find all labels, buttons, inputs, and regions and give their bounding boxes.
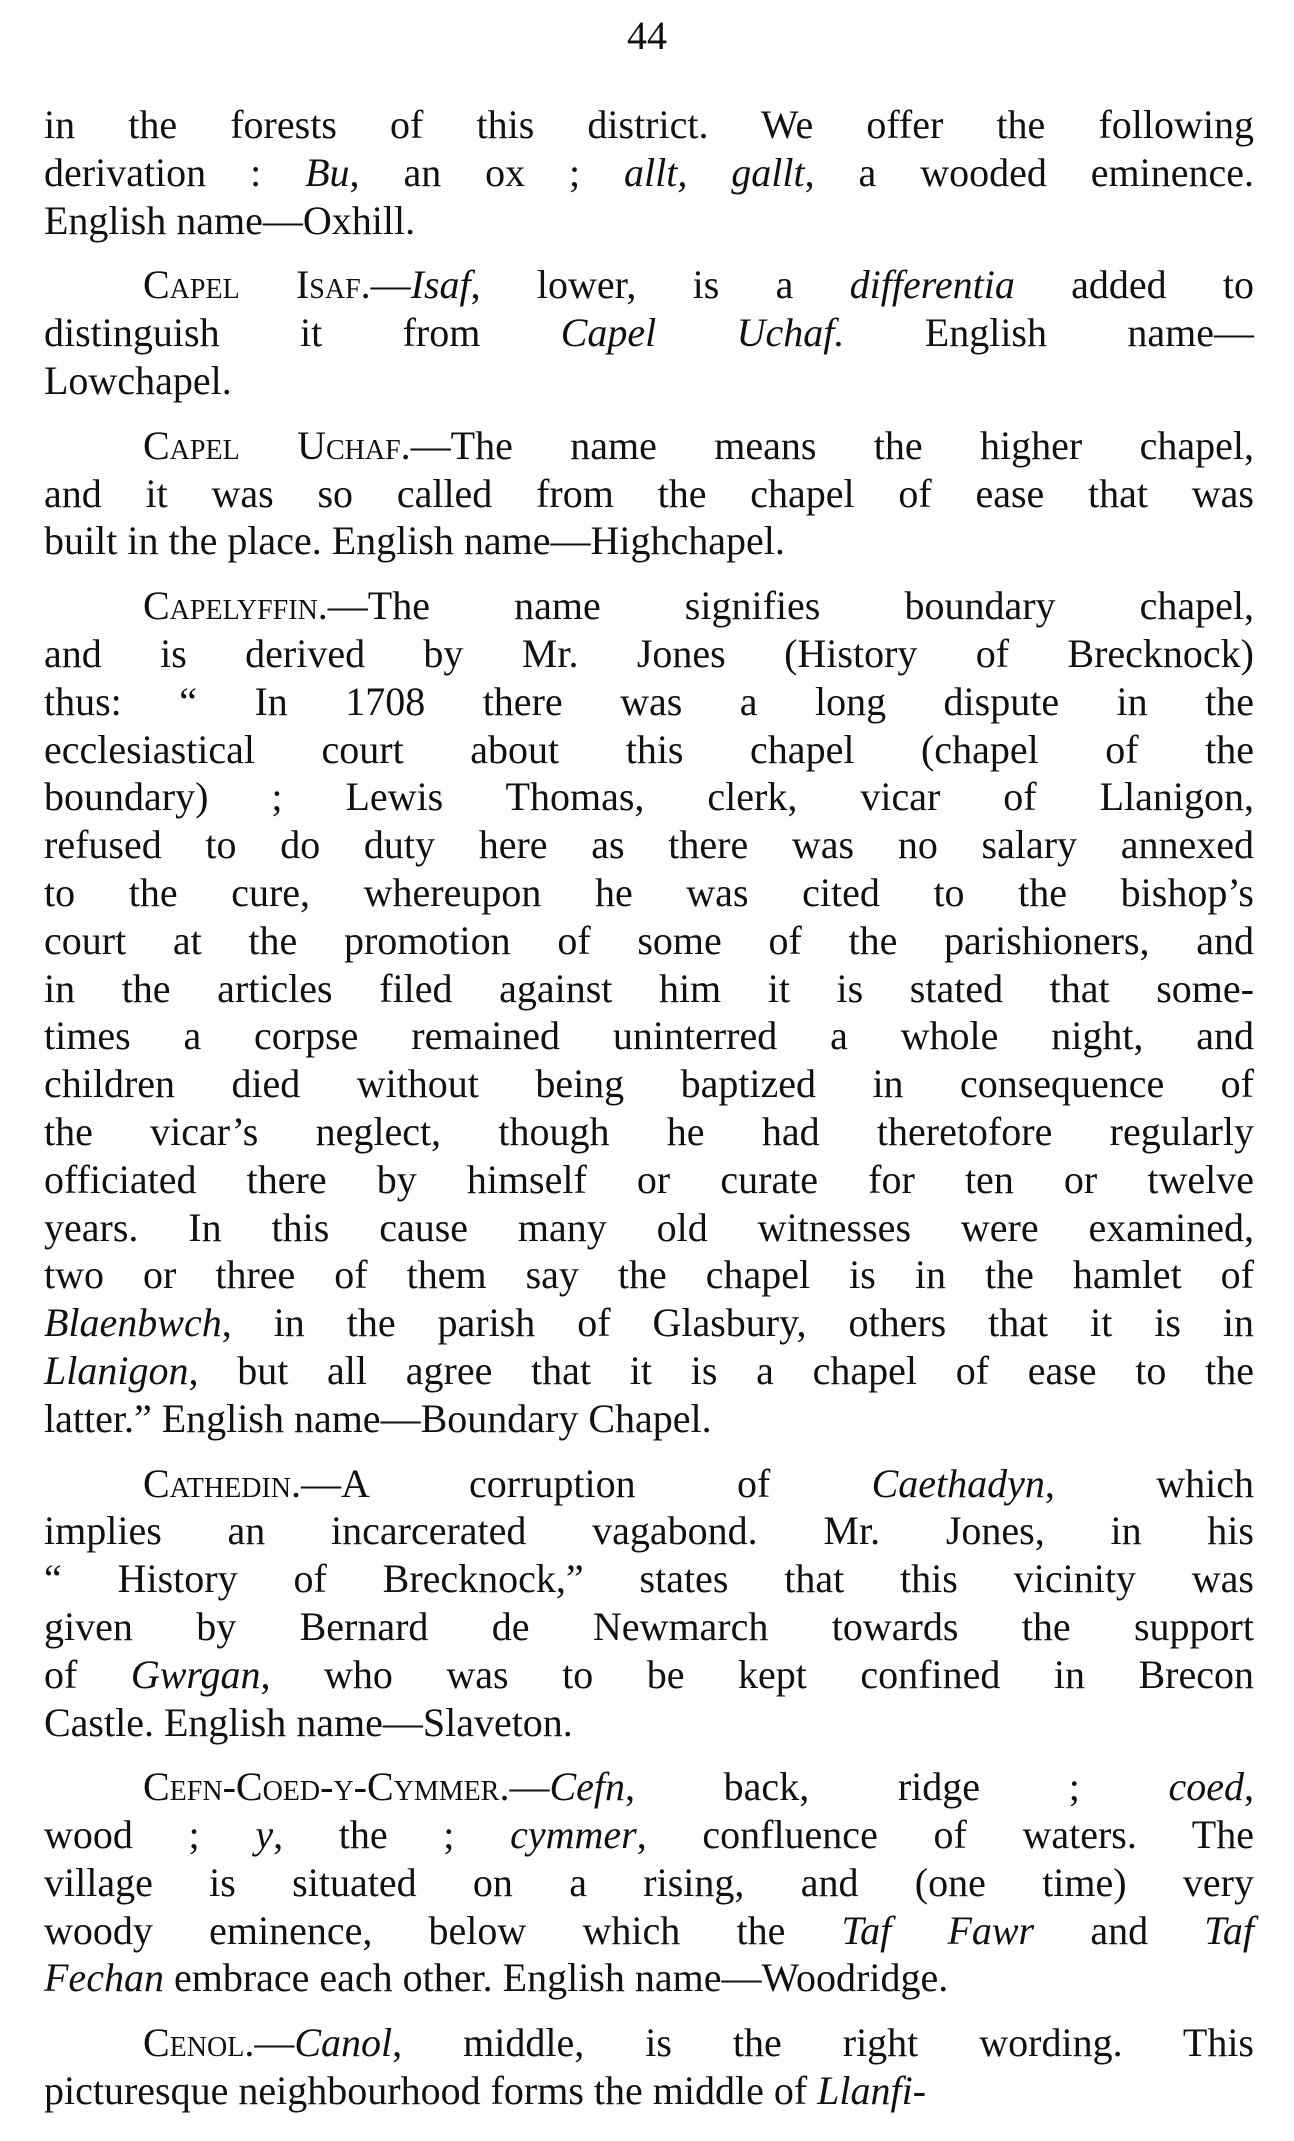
paragraph <box>44 1460 1254 1747</box>
italic-term: Blaenbwch <box>44 1300 222 1346</box>
text-line <box>44 869 1254 917</box>
text-line <box>44 630 1254 678</box>
text-line <box>44 917 1254 965</box>
text-line <box>44 1699 1254 1747</box>
text-segment: derivation : <box>44 149 306 195</box>
italic-term: Fechan <box>44 1955 164 2001</box>
text-line <box>44 1156 1254 1204</box>
text-line <box>44 2019 1254 2067</box>
text-segment: wood ; <box>44 1812 256 1858</box>
text-segment: , middle, is the right wording. This <box>392 2020 1254 2066</box>
italic-term: Cefn <box>549 1764 626 1810</box>
text-line <box>44 1299 1254 1347</box>
text-segment: English name—Oxhill. <box>44 197 416 243</box>
italic-term: Gwrgan <box>130 1651 261 1697</box>
text-segment: —The name signifies boundary chapel, <box>327 583 1254 629</box>
text-segment: Lowchapel. <box>44 357 232 403</box>
text-line <box>44 2067 1254 2115</box>
text-line <box>44 1251 1254 1299</box>
text-line <box>44 357 1254 405</box>
text-segment: —The name means the higher chapel, <box>410 422 1254 468</box>
text-line <box>44 1012 1254 1060</box>
text-segment: implies an incarcerated vagabond. Mr. Jones, in his <box>44 1508 1254 1554</box>
text-line <box>44 149 1254 197</box>
paragraph <box>44 582 1254 1442</box>
text-segment: , a wooded eminence. <box>804 149 1255 195</box>
italic-term: Isaf <box>410 262 471 308</box>
text-segment: —A corruption of <box>301 1460 872 1506</box>
paragraph <box>44 422 1254 565</box>
text-segment: , <box>1244 1764 1254 1810</box>
text-segment: , who was to be kept confined in Brecon <box>260 1651 1255 1697</box>
italic-term: allt, gallt <box>624 149 805 195</box>
paragraph <box>44 2019 1254 2115</box>
text-segment: , lower, is a <box>470 262 850 308</box>
entry-headword: Cenol. <box>143 2020 255 2066</box>
text-segment: , but all agree that it is a chapel of ease to the <box>188 1347 1254 1393</box>
text-segment: , back, ridge ; <box>625 1764 1169 1810</box>
text-segment: , confluence of waters. The <box>636 1812 1254 1858</box>
text-line <box>44 1811 1254 1859</box>
text-segment: , an ox ; <box>349 149 625 195</box>
text-segment: — <box>370 262 411 308</box>
text-segment: in the articles filed against him it is stated that some- <box>44 965 1254 1011</box>
text-segment: two or three of them say the chapel is in the hamlet of <box>44 1252 1254 1298</box>
text-segment: latter.” English name—Boundary Chapel. <box>44 1395 712 1441</box>
text-segment: officiated there by himself or curate for ten or twelve <box>44 1156 1254 1202</box>
text-segment: — <box>254 2020 295 2066</box>
text-segment: children died without being baptized in consequence of <box>44 1061 1254 1107</box>
text-line <box>44 1060 1254 1108</box>
text-line <box>44 1603 1254 1651</box>
italic-term: Bu <box>305 149 350 195</box>
text-segment: the vicar’s neglect, though he had theretofore regularly <box>44 1108 1254 1154</box>
text-segment: added to <box>1014 262 1255 308</box>
text-line <box>44 1204 1254 1252</box>
text-segment: , which <box>1044 1460 1254 1506</box>
text-segment: times a corpse remained uninterred a whole night, and <box>44 1013 1254 1059</box>
text-line <box>44 422 1254 470</box>
text-line <box>44 678 1254 726</box>
italic-term: Caethadyn <box>871 1460 1045 1506</box>
text-line <box>44 1395 1254 1443</box>
text-line <box>44 773 1254 821</box>
italic-term: differentia <box>849 262 1015 308</box>
text-segment: “ History of Brecknock,” states that this vicinity was <box>44 1556 1254 1602</box>
text-segment: English name— <box>844 310 1254 356</box>
text-line <box>44 965 1254 1013</box>
text-line <box>44 1651 1254 1699</box>
text-line <box>44 517 1254 565</box>
italic-term: coed <box>1168 1764 1244 1810</box>
text-segment: , in the parish of Glasbury, others that it is in <box>221 1300 1254 1346</box>
italic-term: Taf Fawr <box>841 1907 1035 1953</box>
entry-headword: Cefn-Coed-y-Cymmer. <box>143 1764 510 1810</box>
text-line <box>44 309 1254 357</box>
paragraph <box>44 261 1254 404</box>
text-segment: refused to do duty here as there was no salary annexed <box>44 822 1254 868</box>
text-segment: boundary) ; Lewis Thomas, clerk, vicar of Llanigon, <box>44 774 1254 820</box>
text-segment: of <box>44 1651 131 1697</box>
text-line <box>44 582 1254 630</box>
text-line <box>44 1555 1254 1603</box>
text-segment: ecclesiastical court about this chapel (chapel of the <box>44 726 1254 772</box>
text-segment: to the cure, whereupon he was cited to the bishop’s <box>44 869 1254 915</box>
text-segment: distinguish it from <box>44 310 561 356</box>
text-segment: built in the place. English name—Highchapel. <box>44 518 785 564</box>
text-line <box>44 1507 1254 1555</box>
page-number: 44 <box>627 13 667 58</box>
text-line <box>44 470 1254 518</box>
text-segment: court at the promotion of some of the parishioners, and <box>44 917 1254 963</box>
entry-headword: Capel Isaf. <box>143 262 371 308</box>
entry-headword: Capel Uchaf. <box>143 422 411 468</box>
text-line <box>44 1763 1254 1811</box>
paragraph <box>44 101 1254 244</box>
italic-term: cymmer <box>510 1812 637 1858</box>
text-line <box>44 197 1254 245</box>
italic-term: Taf <box>1204 1907 1254 1953</box>
text-line <box>44 1347 1254 1395</box>
entry-headword: Cathedin. <box>143 1460 301 1506</box>
text-line <box>44 1859 1254 1907</box>
italic-term: Canol <box>294 2020 393 2066</box>
text-segment: picturesque neighbourhood forms the middle of <box>44 2068 818 2114</box>
text-line <box>44 101 1254 149</box>
text-line <box>44 821 1254 869</box>
text-segment: years. In this cause many old witnesses were examined, <box>44 1204 1254 1250</box>
text-segment: and it was so called from the chapel of ease that was <box>44 470 1254 516</box>
italic-term: Llanigon <box>44 1347 189 1393</box>
italic-term: Capel Uchaf. <box>560 310 845 356</box>
text-segment: embrace each other. English name—Woodridge. <box>163 1955 949 2001</box>
entry-headword: Capelyffin. <box>143 583 328 629</box>
text-line <box>44 261 1254 309</box>
text-segment: and is derived by Mr. Jones (History of Brecknock) <box>44 630 1254 676</box>
text-segment: given by Bernard de Newmarch towards the support <box>44 1603 1254 1649</box>
text-line <box>44 1460 1254 1508</box>
text-segment: woody eminence, below which the <box>44 1907 842 1953</box>
text-line <box>44 1907 1254 1955</box>
text-line <box>44 1954 1254 2002</box>
italic-term: y <box>255 1812 274 1858</box>
text-segment: thus: “ In 1708 there was a long dispute in the <box>44 678 1254 724</box>
text-segment: and <box>1034 1907 1205 1953</box>
text-segment: village is situated on a rising, and (one time) very <box>44 1859 1254 1905</box>
italic-term: Llanfi- <box>817 2068 927 2114</box>
paragraph <box>44 1763 1254 2002</box>
body-text <box>44 101 1254 2132</box>
text-line <box>44 1108 1254 1156</box>
text-segment: , the ; <box>273 1812 511 1858</box>
text-line <box>44 726 1254 774</box>
text-segment: in the forests of this district. We offer the following <box>44 102 1254 147</box>
text-segment: — <box>509 1764 550 1810</box>
text-segment: Castle. English name—Slaveton. <box>44 1699 573 1745</box>
